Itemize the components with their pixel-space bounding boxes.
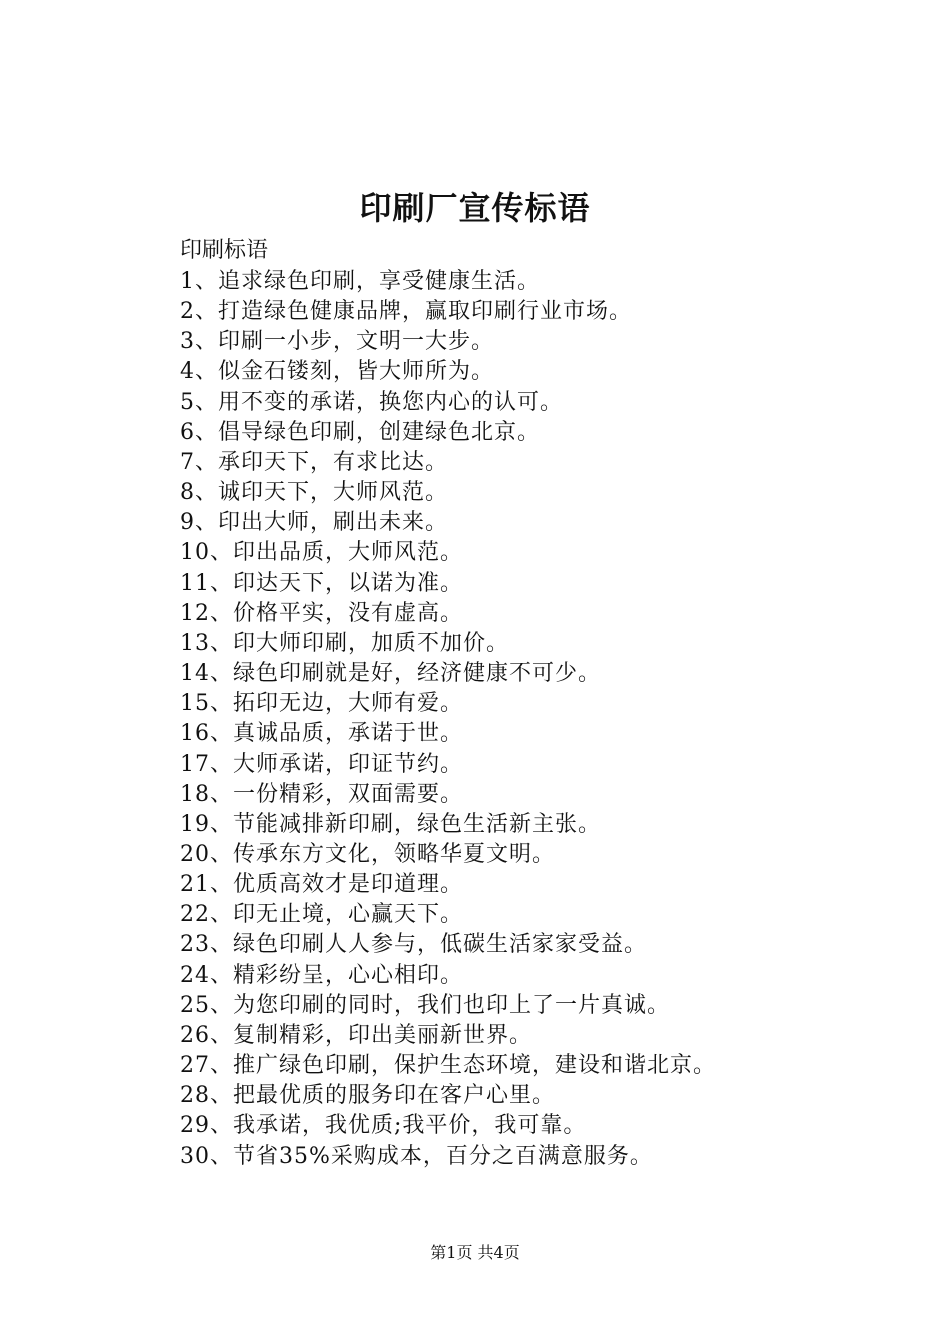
page-footer: 第1页 共4页 — [430, 1243, 520, 1262]
section-subtitle: 印刷标语 — [180, 238, 269, 263]
list-item: 19、节能减排新印刷，绿色生活新主张。 — [180, 811, 601, 837]
list-item: 17、大师承诺，印证节约。 — [180, 751, 463, 777]
list-item: 2、打造绿色健康品牌，赢取印刷行业市场。 — [180, 299, 632, 325]
list-item: 20、传承东方文化，领略华夏文明。 — [180, 841, 555, 867]
list-item: 27、推广绿色印刷，保护生态环境，建设和谐北京。 — [180, 1053, 716, 1079]
page-title: 印刷厂宣传标语 — [359, 189, 591, 227]
list-item: 9、印出大师，刷出未来。 — [180, 510, 448, 536]
list-item: 10、印出品质，大师风范。 — [180, 540, 463, 566]
list-item: 1、追求绿色印刷，享受健康生活。 — [180, 269, 540, 294]
list-item: 15、拓印无边，大师有爱。 — [180, 691, 463, 717]
list-item: 30、节省35%采购成本，百分之百满意服务。 — [180, 1143, 653, 1169]
list-item: 11、印达天下，以诺为准。 — [180, 570, 463, 596]
list-item: 29、我承诺，我优质;我平价，我可靠。 — [180, 1113, 587, 1139]
slogan-list — [180, 267, 880, 1172]
list-item: 13、印大师印刷，加质不加价。 — [180, 630, 509, 656]
list-item: 23、绿色印刷人人参与，低碳生活家家受益。 — [180, 932, 647, 958]
list-item: 18、一份精彩，双面需要。 — [180, 781, 463, 807]
list-item: 26、复制精彩，印出美丽新世界。 — [180, 1022, 532, 1048]
list-item: 3、印刷一小步，文明一大步。 — [180, 329, 494, 355]
list-item: 21、优质高效才是印道理。 — [180, 872, 463, 898]
list-item: 8、诚印天下，大师风范。 — [180, 480, 448, 506]
list-item: 14、绿色印刷就是好，经济健康不可少。 — [180, 661, 601, 687]
list-item: 4、似金石镂刻，皆大师所为。 — [180, 359, 494, 385]
list-item: 24、精彩纷呈，心心相印。 — [180, 962, 463, 988]
list-item: 12、价格平实，没有虚高。 — [180, 600, 463, 626]
list-item: 7、承印天下，有求比达。 — [180, 449, 448, 475]
list-item: 6、倡导绿色印刷，创建绿色北京。 — [180, 419, 540, 445]
list-item: 28、把最优质的服务印在客户心里。 — [180, 1083, 555, 1109]
list-item: 25、为您印刷的同时，我们也印上了一片真诚。 — [180, 992, 670, 1018]
list-item: 5、用不变的承诺，换您内心的认可。 — [180, 389, 563, 415]
list-item: 16、真诚品质，承诺于世。 — [180, 721, 463, 747]
list-item: 22、印无止境，心赢天下。 — [180, 902, 463, 928]
